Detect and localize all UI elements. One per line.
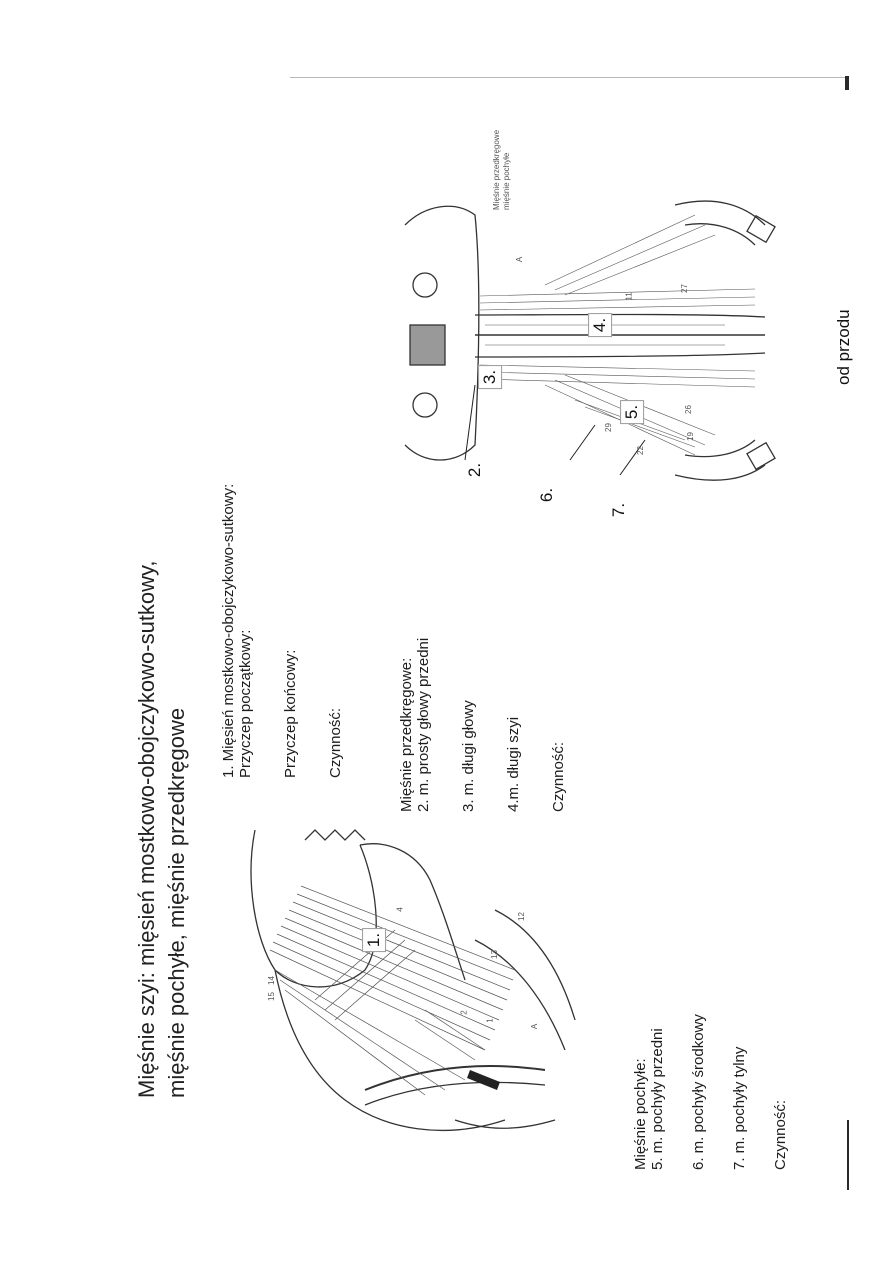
- lateral-neck-illustration: [215, 820, 585, 1150]
- figure-label-7: 7.: [609, 502, 629, 518]
- figure-number-26: 26: [683, 405, 693, 414]
- scm-heading: 1. Mięsień mostkowo-obojczykowo-sutkowy:: [220, 483, 237, 778]
- figure-letter-a: A: [530, 1023, 540, 1030]
- figure-caption-letter: A: [515, 256, 525, 263]
- figure-label-4: 4.: [588, 313, 612, 337]
- figure-number-1: 1: [485, 1018, 495, 1023]
- scalene-action: Czynność:: [772, 1099, 789, 1170]
- figure-label-6: 6.: [537, 487, 557, 503]
- figure-label-2: 2.: [465, 462, 485, 478]
- scm-action: Czynność:: [327, 707, 344, 778]
- scan-right-edge: [847, 1120, 849, 1190]
- figure-caption-small-1: Mięśnie przedkręgowe: [492, 129, 501, 210]
- figure-number-13: 13: [489, 950, 499, 959]
- figure-footer: od przodu: [834, 309, 853, 385]
- figure-number-15: 15: [266, 992, 276, 1001]
- figure-number-11: 11: [624, 292, 634, 301]
- figure-number-27: 27: [679, 284, 689, 293]
- prevertebral-item-3: 3. m. długi głowy: [460, 700, 477, 812]
- figure-number-29: 29: [603, 423, 613, 432]
- scalene-item-5: 5. m. pochyły przedni: [649, 1028, 666, 1170]
- anterior-neck-illustration: [395, 185, 785, 518]
- figure-label-3: 3.: [478, 365, 502, 389]
- figure-caption-small-2: mięśnie pochyłe: [502, 152, 511, 210]
- scalene-item-7: 7. m. pochyły tylny: [731, 1046, 748, 1170]
- title-line-2: mięśnie pochyłe, mięśnie przedkręgowe: [164, 707, 189, 1098]
- scm-text-block: [220, 484, 344, 778]
- prevertebral-heading: Mięśnie przedkręgowe:: [398, 657, 415, 812]
- scalene-heading: Mięśnie pochyłe:: [632, 1058, 649, 1170]
- scan-right-line: [845, 76, 849, 90]
- scm-insertion: Przyczep końcowy:: [282, 649, 299, 778]
- prevertebral-text-block: [398, 638, 567, 812]
- figure-label-5: 5.: [620, 400, 644, 424]
- figure-label-1: 1.: [362, 928, 386, 952]
- prevertebral-item-4: 4.m. długi szyi: [505, 716, 522, 812]
- scalene-text-block: [632, 1014, 789, 1170]
- figure-number-12: 12: [516, 912, 526, 921]
- scan-top-line: [290, 77, 845, 78]
- figure-number-4: 4: [395, 907, 405, 912]
- page-title: [132, 560, 192, 1098]
- figure-number-22: 22: [635, 446, 645, 455]
- figure-number-19: 19: [685, 432, 695, 441]
- prevertebral-action: Czynność:: [550, 741, 567, 812]
- scalene-item-6: 6. m. pochyły środkowy: [690, 1014, 707, 1170]
- title-line-1: Mięśnie szyi: mięsień mostkowo-obojczykowo-sutkowy,: [134, 560, 159, 1098]
- figure-number-2: 2: [459, 1010, 469, 1015]
- scm-origin: Przyczep początkowy:: [237, 629, 254, 778]
- prevertebral-item-2: 2. m. prosty głowy przedni: [415, 637, 432, 812]
- figure-number-14: 14: [266, 976, 276, 985]
